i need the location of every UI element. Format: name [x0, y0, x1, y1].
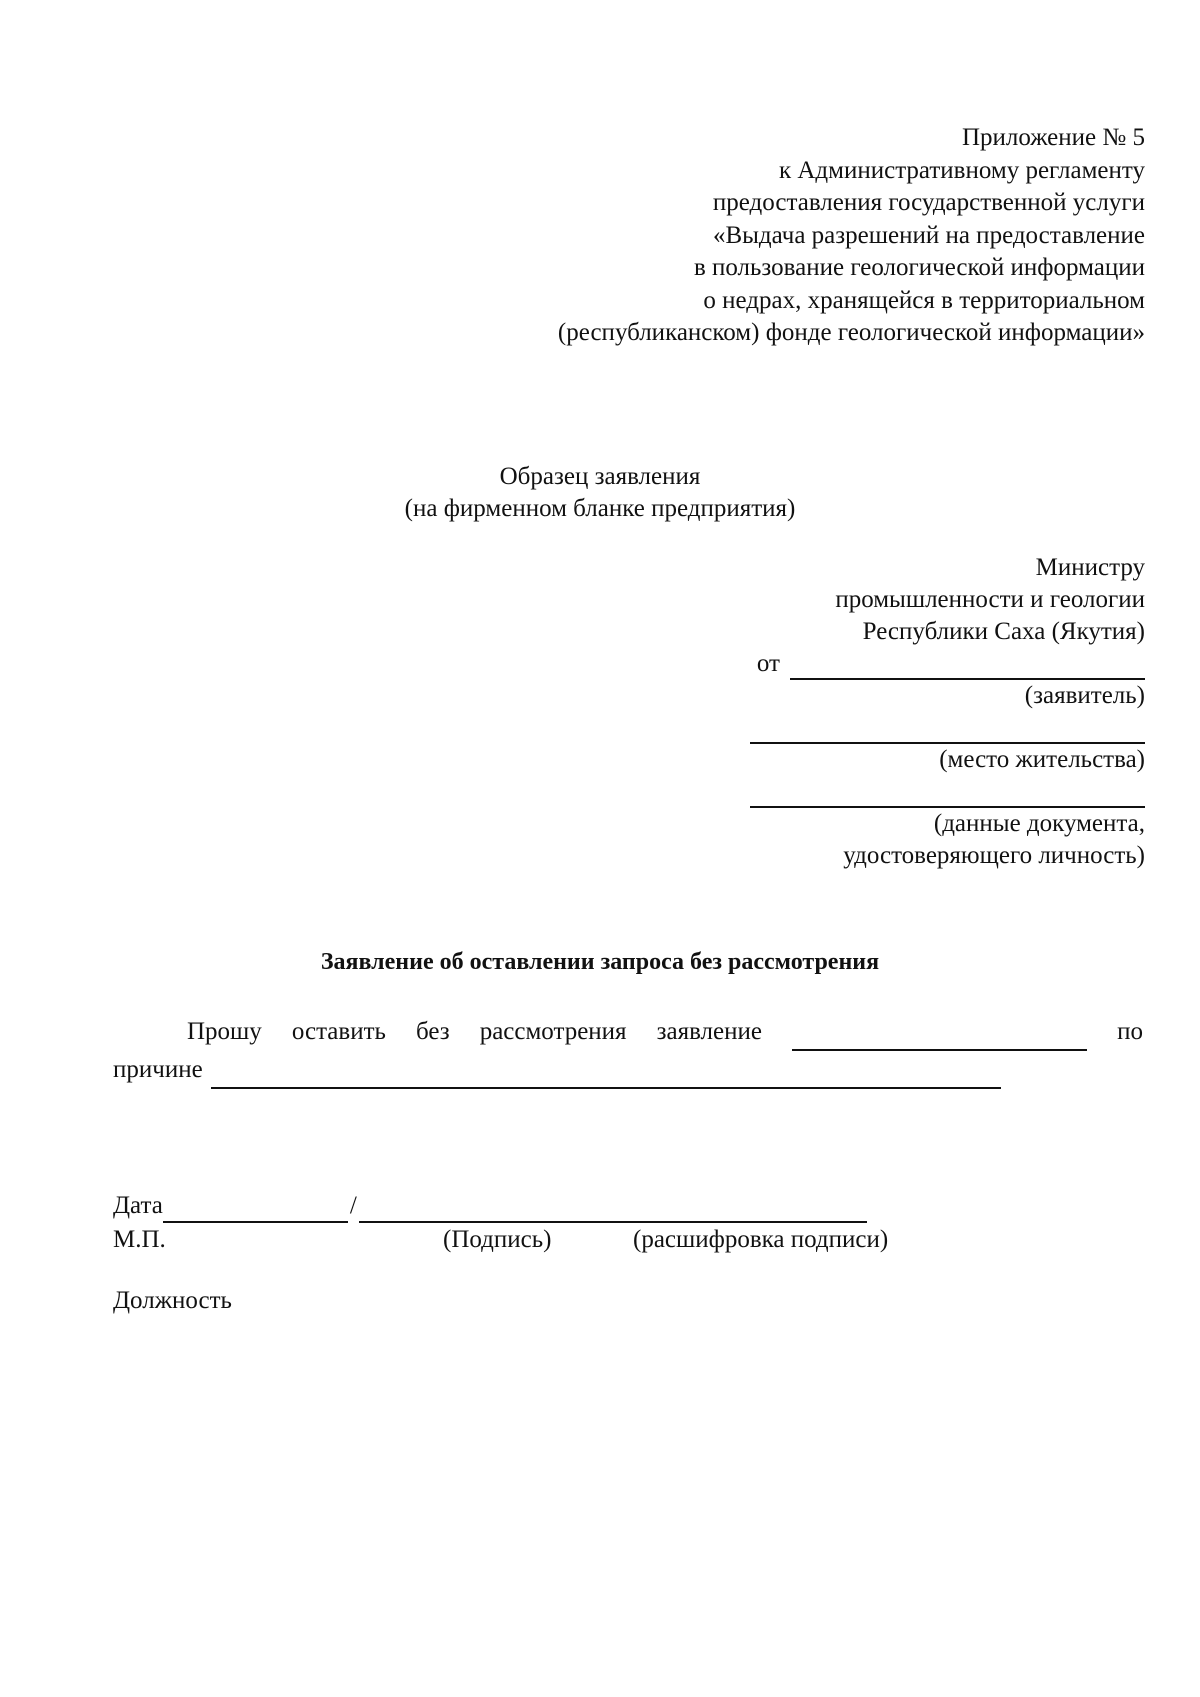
annex-line: в пользование геологической информации — [693, 254, 1145, 281]
residence-caption: (место жительства) — [939, 746, 1145, 773]
statement-row — [113, 1013, 1143, 1051]
sample-title: Образец заявления — [499, 463, 701, 490]
signature-caption: (Подпись) — [443, 1226, 552, 1253]
body-word: заявление — [656, 1018, 762, 1045]
stamp-label: М.П. — [113, 1226, 166, 1253]
document-caption: (данные документа, — [933, 810, 1145, 837]
date-blank[interactable] — [163, 1193, 348, 1223]
applicant-blank[interactable] — [790, 652, 1145, 680]
position-label: Должность — [113, 1287, 232, 1314]
application-blank[interactable] — [792, 1019, 1087, 1051]
document-blank[interactable] — [750, 776, 1145, 808]
addressee-line: промышленности и геологии — [835, 586, 1145, 613]
from-row — [665, 648, 1145, 680]
annex-line: о недрах, хранящейся в территориальном — [703, 286, 1145, 314]
body-word: по — [1117, 1018, 1143, 1045]
addressee-line: Министру — [1035, 554, 1145, 581]
body-word: рассмотрения — [479, 1018, 627, 1045]
annex-line: предоставления государственной услуги — [712, 189, 1145, 216]
addressee-line: Республики Саха (Якутия) — [862, 618, 1145, 645]
signature-captions — [113, 1223, 1013, 1257]
annex-line: Приложение № 5 — [961, 124, 1145, 151]
date-label: Дата — [113, 1192, 163, 1219]
statement-heading: Заявление об оставлении запроса без рассмотрения — [320, 949, 880, 975]
reason-blank[interactable] — [211, 1057, 1001, 1089]
residence-blank[interactable] — [750, 712, 1145, 744]
slash-separator: / — [349, 1192, 357, 1219]
addressee-block — [665, 552, 1145, 872]
document-caption: удостоверяющего личность) — [843, 842, 1145, 869]
body-word: Прошу — [187, 1018, 262, 1045]
statement-body — [113, 1013, 1143, 1089]
signature-block — [113, 1189, 1013, 1257]
annex-line: (республиканском) фонде геологической информации» — [557, 319, 1145, 346]
sample-caption — [0, 461, 1200, 525]
applicant-caption: (заявитель) — [1024, 682, 1145, 709]
from-label: от — [756, 650, 780, 677]
decoding-caption: (расшифровка подписи) — [633, 1226, 889, 1253]
date-signature-row — [113, 1189, 1013, 1223]
reason-row — [113, 1051, 1143, 1089]
signature-blank[interactable] — [359, 1193, 867, 1223]
sample-subtitle: (на фирменном бланке предприятия) — [404, 495, 796, 522]
annex-header — [385, 122, 1145, 350]
body-word: без — [415, 1018, 450, 1045]
body-word: оставить — [291, 1018, 386, 1045]
annex-line: к Административному регламенту — [778, 156, 1145, 184]
reason-label: причине — [113, 1056, 203, 1083]
annex-line: «Выдача разрешений на предоставление — [712, 221, 1145, 249]
